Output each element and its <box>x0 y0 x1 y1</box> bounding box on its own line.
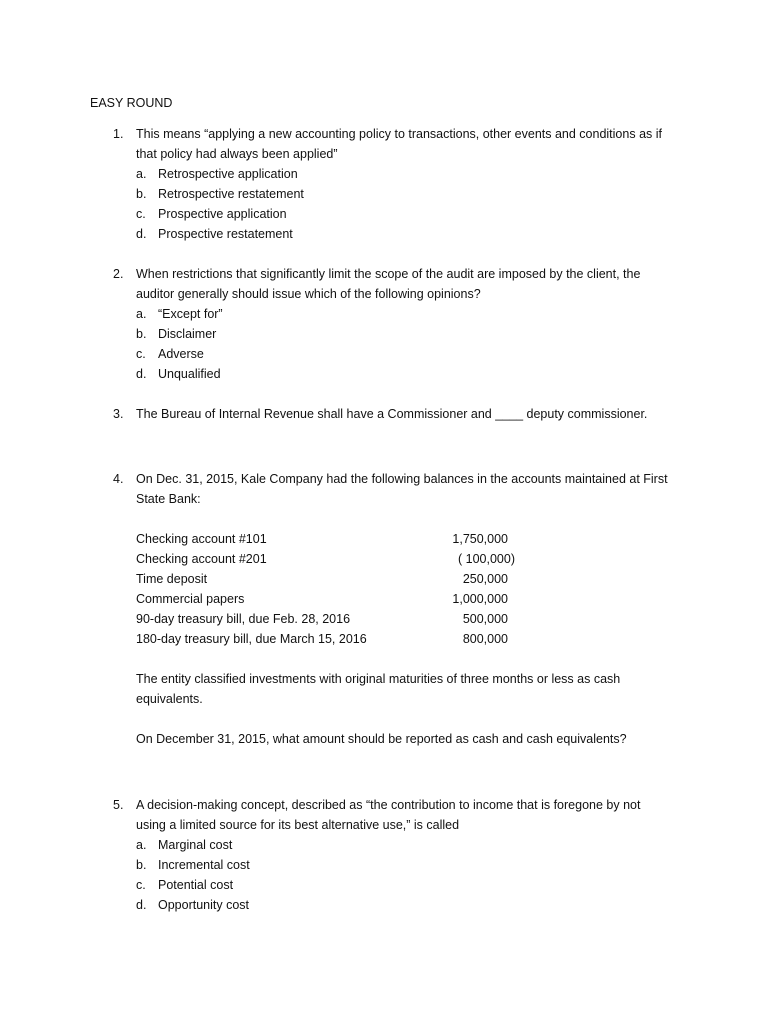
option-letter: d. <box>136 227 147 241</box>
question-text: State Bank: <box>136 492 201 506</box>
option-c <box>136 206 287 222</box>
question-note: equivalents. <box>136 692 203 706</box>
account-label: Checking account #101 <box>136 532 267 546</box>
account-amount: ( 100,000) <box>458 552 515 566</box>
account-label: Checking account #201 <box>136 552 267 566</box>
question-note: The entity classified investments with original maturities of three months or less as cash <box>136 672 621 686</box>
account-amount: 1,000,000 <box>452 592 508 606</box>
option-d <box>136 897 249 913</box>
option-text: Potential cost <box>158 878 234 892</box>
option-text: Retrospective application <box>158 167 298 181</box>
question-number: 2. <box>113 267 124 281</box>
option-b <box>136 326 216 342</box>
account-amount: 250,000 <box>462 572 508 586</box>
account-label: 180-day treasury bill, due March 15, 2016 <box>136 632 367 646</box>
option-letter: c. <box>136 207 146 221</box>
question-number: 1. <box>113 127 124 141</box>
question-text: that policy had always been applied” <box>136 147 338 161</box>
question-prompt: On December 31, 2015, what amount should be reported as cash and cash equivalents? <box>136 732 627 746</box>
question-text: On Dec. 31, 2015, Kale Company had the following balances in the accounts maintained at First <box>136 472 668 486</box>
option-text: “Except for” <box>158 307 223 321</box>
question-text: using a limited source for its best alternative use,” is called <box>136 818 460 832</box>
question-text: auditor generally should issue which of the following opinions? <box>136 287 481 301</box>
option-text: Opportunity cost <box>158 898 250 912</box>
option-a <box>136 306 223 322</box>
question-text: This means “applying a new accounting policy to transactions, other events and conditions as if <box>136 127 662 141</box>
option-letter: d. <box>136 367 147 381</box>
option-text: Marginal cost <box>158 838 233 852</box>
option-text: Incremental cost <box>158 858 250 872</box>
question-number: 3. <box>113 407 124 421</box>
question-text: A decision-making concept, described as “the contribution to income that is foregone by not <box>136 798 641 812</box>
option-letter: d. <box>136 898 147 912</box>
account-label: Commercial papers <box>136 592 245 606</box>
account-amount: 1,750,000 <box>452 532 508 546</box>
option-a <box>136 837 232 853</box>
option-letter: a. <box>136 838 147 852</box>
option-letter: c. <box>136 347 146 361</box>
option-b <box>136 186 304 202</box>
page-title: EASY ROUND <box>90 96 173 110</box>
option-text: Unqualified <box>158 367 221 381</box>
option-letter: b. <box>136 858 147 872</box>
option-b <box>136 857 250 873</box>
account-label: 90-day treasury bill, due Feb. 28, 2016 <box>136 612 351 626</box>
question-text: The Bureau of Internal Revenue shall have a Commissioner and ____ deputy commissioner. <box>136 407 648 421</box>
option-letter: b. <box>136 327 147 341</box>
option-text: Disclaimer <box>158 327 217 341</box>
option-letter: a. <box>136 167 147 181</box>
account-amount: 500,000 <box>462 612 508 626</box>
account-amount: 800,000 <box>462 632 508 646</box>
option-d <box>136 226 293 242</box>
option-text: Prospective application <box>158 207 287 221</box>
option-letter: b. <box>136 187 147 201</box>
option-text: Adverse <box>158 347 204 361</box>
option-letter: c. <box>136 878 146 892</box>
option-c <box>136 877 233 893</box>
option-text: Prospective restatement <box>158 227 293 241</box>
question-number: 5. <box>113 798 124 812</box>
question-number: 4. <box>113 472 124 486</box>
option-letter: a. <box>136 307 147 321</box>
account-label: Time deposit <box>136 572 208 586</box>
question-text: When restrictions that significantly limit the scope of the audit are imposed by the client, the <box>136 267 641 281</box>
option-d <box>136 366 221 382</box>
option-c <box>136 346 204 362</box>
option-a <box>136 166 298 182</box>
option-text: Retrospective restatement <box>158 187 304 201</box>
